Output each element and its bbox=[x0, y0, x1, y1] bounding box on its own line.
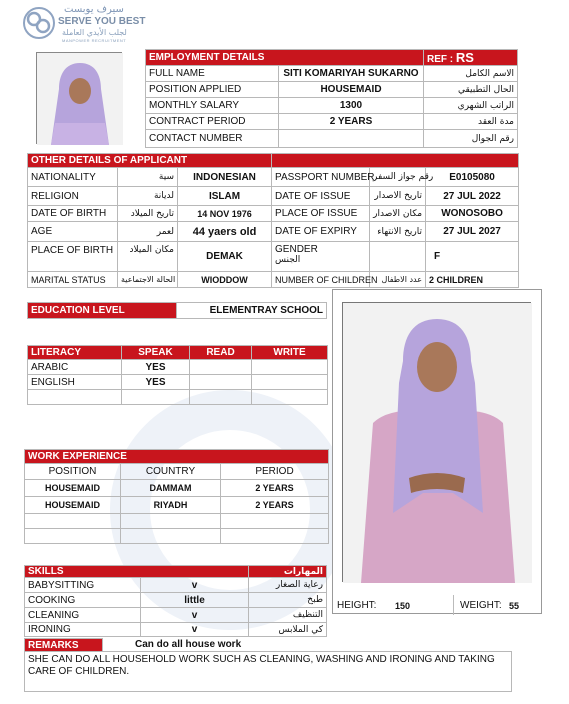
issue-place-ar: مكان الاصدار bbox=[370, 206, 426, 222]
work-period bbox=[221, 529, 329, 544]
applicant-photo-large bbox=[342, 302, 531, 582]
weight-label: WEIGHT: bbox=[460, 600, 502, 611]
contact-number-value bbox=[279, 130, 424, 148]
dob-label: DATE OF BIRTH bbox=[28, 206, 118, 222]
nationality-value: INDONESIAN bbox=[178, 168, 272, 187]
nationality-label: NATIONALITY bbox=[28, 168, 118, 187]
work-col-period: PERIOD bbox=[221, 464, 329, 480]
logo-arabic-name: سيرف يوبست bbox=[64, 4, 124, 15]
expiry-label: DATE OF EXPIRY bbox=[272, 222, 370, 242]
age-ar: لعمر bbox=[118, 222, 178, 242]
speak-header: SPEAK bbox=[122, 346, 190, 360]
applicant-details-table bbox=[27, 153, 519, 288]
skill-ar: كي الملابس bbox=[249, 623, 327, 637]
employment-header: EMPLOYMENT DETAILS bbox=[146, 50, 424, 66]
pob-label: PLACE OF BIRTH bbox=[28, 242, 118, 272]
contact-number-ar: رقم الجوال bbox=[424, 130, 518, 148]
work-period: 2 YEARS bbox=[221, 480, 329, 497]
skill-label: COOKING bbox=[25, 593, 141, 608]
literacy-lang: ENGLISH bbox=[28, 375, 122, 390]
literacy-write bbox=[252, 390, 328, 405]
skill-value: v bbox=[141, 608, 249, 623]
skills-table bbox=[24, 565, 327, 637]
dob-value: 14 NOV 1976 bbox=[178, 206, 272, 222]
work-position bbox=[25, 514, 121, 529]
marital-label: MARITAL STATUS bbox=[28, 272, 118, 288]
literacy-table bbox=[27, 345, 328, 405]
skills-header-ar: المهارات bbox=[249, 566, 327, 578]
literacy-lang bbox=[28, 390, 122, 405]
position-applied-ar: الحال التطبيقي bbox=[424, 82, 518, 98]
expiry-ar: تاريخ الانتهاء bbox=[370, 222, 426, 242]
literacy-read bbox=[190, 360, 252, 375]
children-ar: عدد الاطفال bbox=[370, 272, 426, 288]
remarks-text: SHE CAN DO ALL HOUSEHOLD WORK SUCH AS CLEANING, WASHING AND IRONING AND TAKING CARE OF CHILDREN. bbox=[25, 652, 512, 692]
work-position: HOUSEMAID bbox=[25, 480, 121, 497]
contact-number-label: CONTACT NUMBER bbox=[146, 130, 279, 148]
marital-ar: الحالة الاجتماعية bbox=[118, 272, 178, 288]
logo-tagline: MANPOWER RECRUITMENT bbox=[62, 38, 127, 43]
remarks-header: REMARKS bbox=[25, 639, 103, 652]
full-name-label: FULL NAME bbox=[146, 66, 279, 82]
issue-date-label: DATE OF ISSUE bbox=[272, 187, 370, 206]
work-position: HOUSEMAID bbox=[25, 497, 121, 514]
literacy-read bbox=[190, 375, 252, 390]
issue-date-value: 27 JUL 2022 bbox=[426, 187, 519, 206]
children-value: 2 CHILDREN bbox=[426, 272, 519, 288]
contract-period-label: CONTRACT PERIOD bbox=[146, 114, 279, 130]
logo-emblem-icon bbox=[22, 6, 56, 40]
issue-place-label: PLACE OF ISSUE bbox=[272, 206, 370, 222]
gender-ar: الجنس bbox=[275, 255, 301, 265]
applicant-header: OTHER DETAILS OF APPLICANT bbox=[28, 154, 272, 168]
education-label: EDUCATION LEVEL bbox=[28, 303, 177, 319]
work-col-position: POSITION bbox=[25, 464, 121, 480]
monthly-salary-value: 1300 bbox=[279, 98, 424, 114]
contract-period-value: 2 YEARS bbox=[279, 114, 424, 130]
work-col-country: COUNTRY bbox=[121, 464, 221, 480]
monthly-salary-label: MONTHLY SALARY bbox=[146, 98, 279, 114]
literacy-write bbox=[252, 375, 328, 390]
gender-value: F bbox=[426, 242, 519, 272]
work-period: 2 YEARS bbox=[221, 497, 329, 514]
passport-value: E0105080 bbox=[426, 168, 519, 187]
age-value: 44 yaers old bbox=[178, 222, 272, 242]
weight-value: 55 bbox=[509, 601, 520, 611]
pob-value: DEMAK bbox=[178, 242, 272, 272]
education-table bbox=[27, 302, 327, 319]
passport-ar: رقم جواز السفر bbox=[370, 168, 426, 187]
position-applied-value: HOUSEMAID bbox=[279, 82, 424, 98]
ref-value: RS bbox=[455, 50, 474, 65]
employment-details-table bbox=[145, 49, 518, 148]
company-logo bbox=[22, 4, 162, 42]
applicant-photo-small bbox=[36, 52, 122, 144]
full-name-value: SITI KOMARIYAH SUKARNO bbox=[279, 66, 424, 82]
work-country bbox=[121, 514, 221, 529]
children-label: NUMBER OF CHILDREN bbox=[272, 272, 370, 288]
skill-ar: طبخ bbox=[249, 593, 327, 608]
remarks-summary: Can do all house work bbox=[135, 639, 242, 651]
applicant-photo-frame bbox=[332, 289, 542, 614]
work-header: WORK EXPERIENCE bbox=[25, 450, 329, 464]
dob-ar: تاريخ الميلاد bbox=[118, 206, 178, 222]
skill-ar: التنظيف bbox=[249, 608, 327, 623]
literacy-speak bbox=[122, 390, 190, 405]
write-header: WRITE bbox=[252, 346, 328, 360]
read-header: READ bbox=[190, 346, 252, 360]
skill-label: IRONING bbox=[25, 623, 141, 637]
logo-arabic-tagline: لجلب الأيدي العاملة bbox=[62, 28, 127, 37]
work-country: RIYADH bbox=[121, 497, 221, 514]
gender-blank bbox=[370, 242, 426, 272]
ref-cell bbox=[424, 50, 518, 66]
skill-ar: رعاية الصغار bbox=[249, 578, 327, 593]
skill-value: v bbox=[141, 623, 249, 637]
literacy-read bbox=[190, 390, 252, 405]
skill-label: CLEANING bbox=[25, 608, 141, 623]
issue-place-value: WONOSOBO bbox=[426, 206, 519, 222]
height-label: HEIGHT: bbox=[337, 600, 377, 611]
work-country: DAMMAM bbox=[121, 480, 221, 497]
marital-value: WIODDOW bbox=[178, 272, 272, 288]
position-applied-label: POSITION APPLIED bbox=[146, 82, 279, 98]
skill-value: little bbox=[141, 593, 249, 608]
ref-label: REF : bbox=[427, 54, 454, 65]
skills-header: SKILLS bbox=[25, 566, 249, 578]
nationality-ar: سية bbox=[118, 168, 178, 187]
work-country bbox=[121, 529, 221, 544]
literacy-header: LITERACY bbox=[28, 346, 122, 360]
full-name-ar: الاسم الكامل bbox=[424, 66, 518, 82]
pob-ar: مكان الميلاد bbox=[118, 242, 178, 272]
age-label: AGE bbox=[28, 222, 118, 242]
monthly-salary-ar: الراتب الشهري bbox=[424, 98, 518, 114]
contract-period-ar: مدة العقد bbox=[424, 114, 518, 130]
literacy-speak: YES bbox=[122, 375, 190, 390]
remarks-table bbox=[24, 638, 512, 692]
expiry-value: 27 JUL 2027 bbox=[426, 222, 519, 242]
height-value: 150 bbox=[395, 601, 411, 611]
skill-label: BABYSITTING bbox=[25, 578, 141, 593]
issue-date-ar: تاريخ الاصدار bbox=[370, 187, 426, 206]
work-period bbox=[221, 514, 329, 529]
literacy-lang: ARABIC bbox=[28, 360, 122, 375]
religion-ar: لديانة bbox=[118, 187, 178, 206]
work-position bbox=[25, 529, 121, 544]
education-value: ELEMENTRAY SCHOOL bbox=[177, 303, 327, 319]
skill-value: v bbox=[141, 578, 249, 593]
literacy-write bbox=[252, 360, 328, 375]
gender-label: GENDER bbox=[275, 244, 318, 255]
passport-label: PASSPORT NUMBER bbox=[272, 168, 370, 187]
gender-cell bbox=[272, 242, 370, 272]
religion-value: ISLAM bbox=[178, 187, 272, 206]
work-experience-table bbox=[24, 449, 329, 544]
literacy-speak: YES bbox=[122, 360, 190, 375]
logo-name: SERVE YOU BEST bbox=[58, 16, 146, 27]
height-weight-divider bbox=[453, 595, 454, 615]
applicant-header-blank bbox=[272, 154, 519, 168]
religion-label: RELIGION bbox=[28, 187, 118, 206]
